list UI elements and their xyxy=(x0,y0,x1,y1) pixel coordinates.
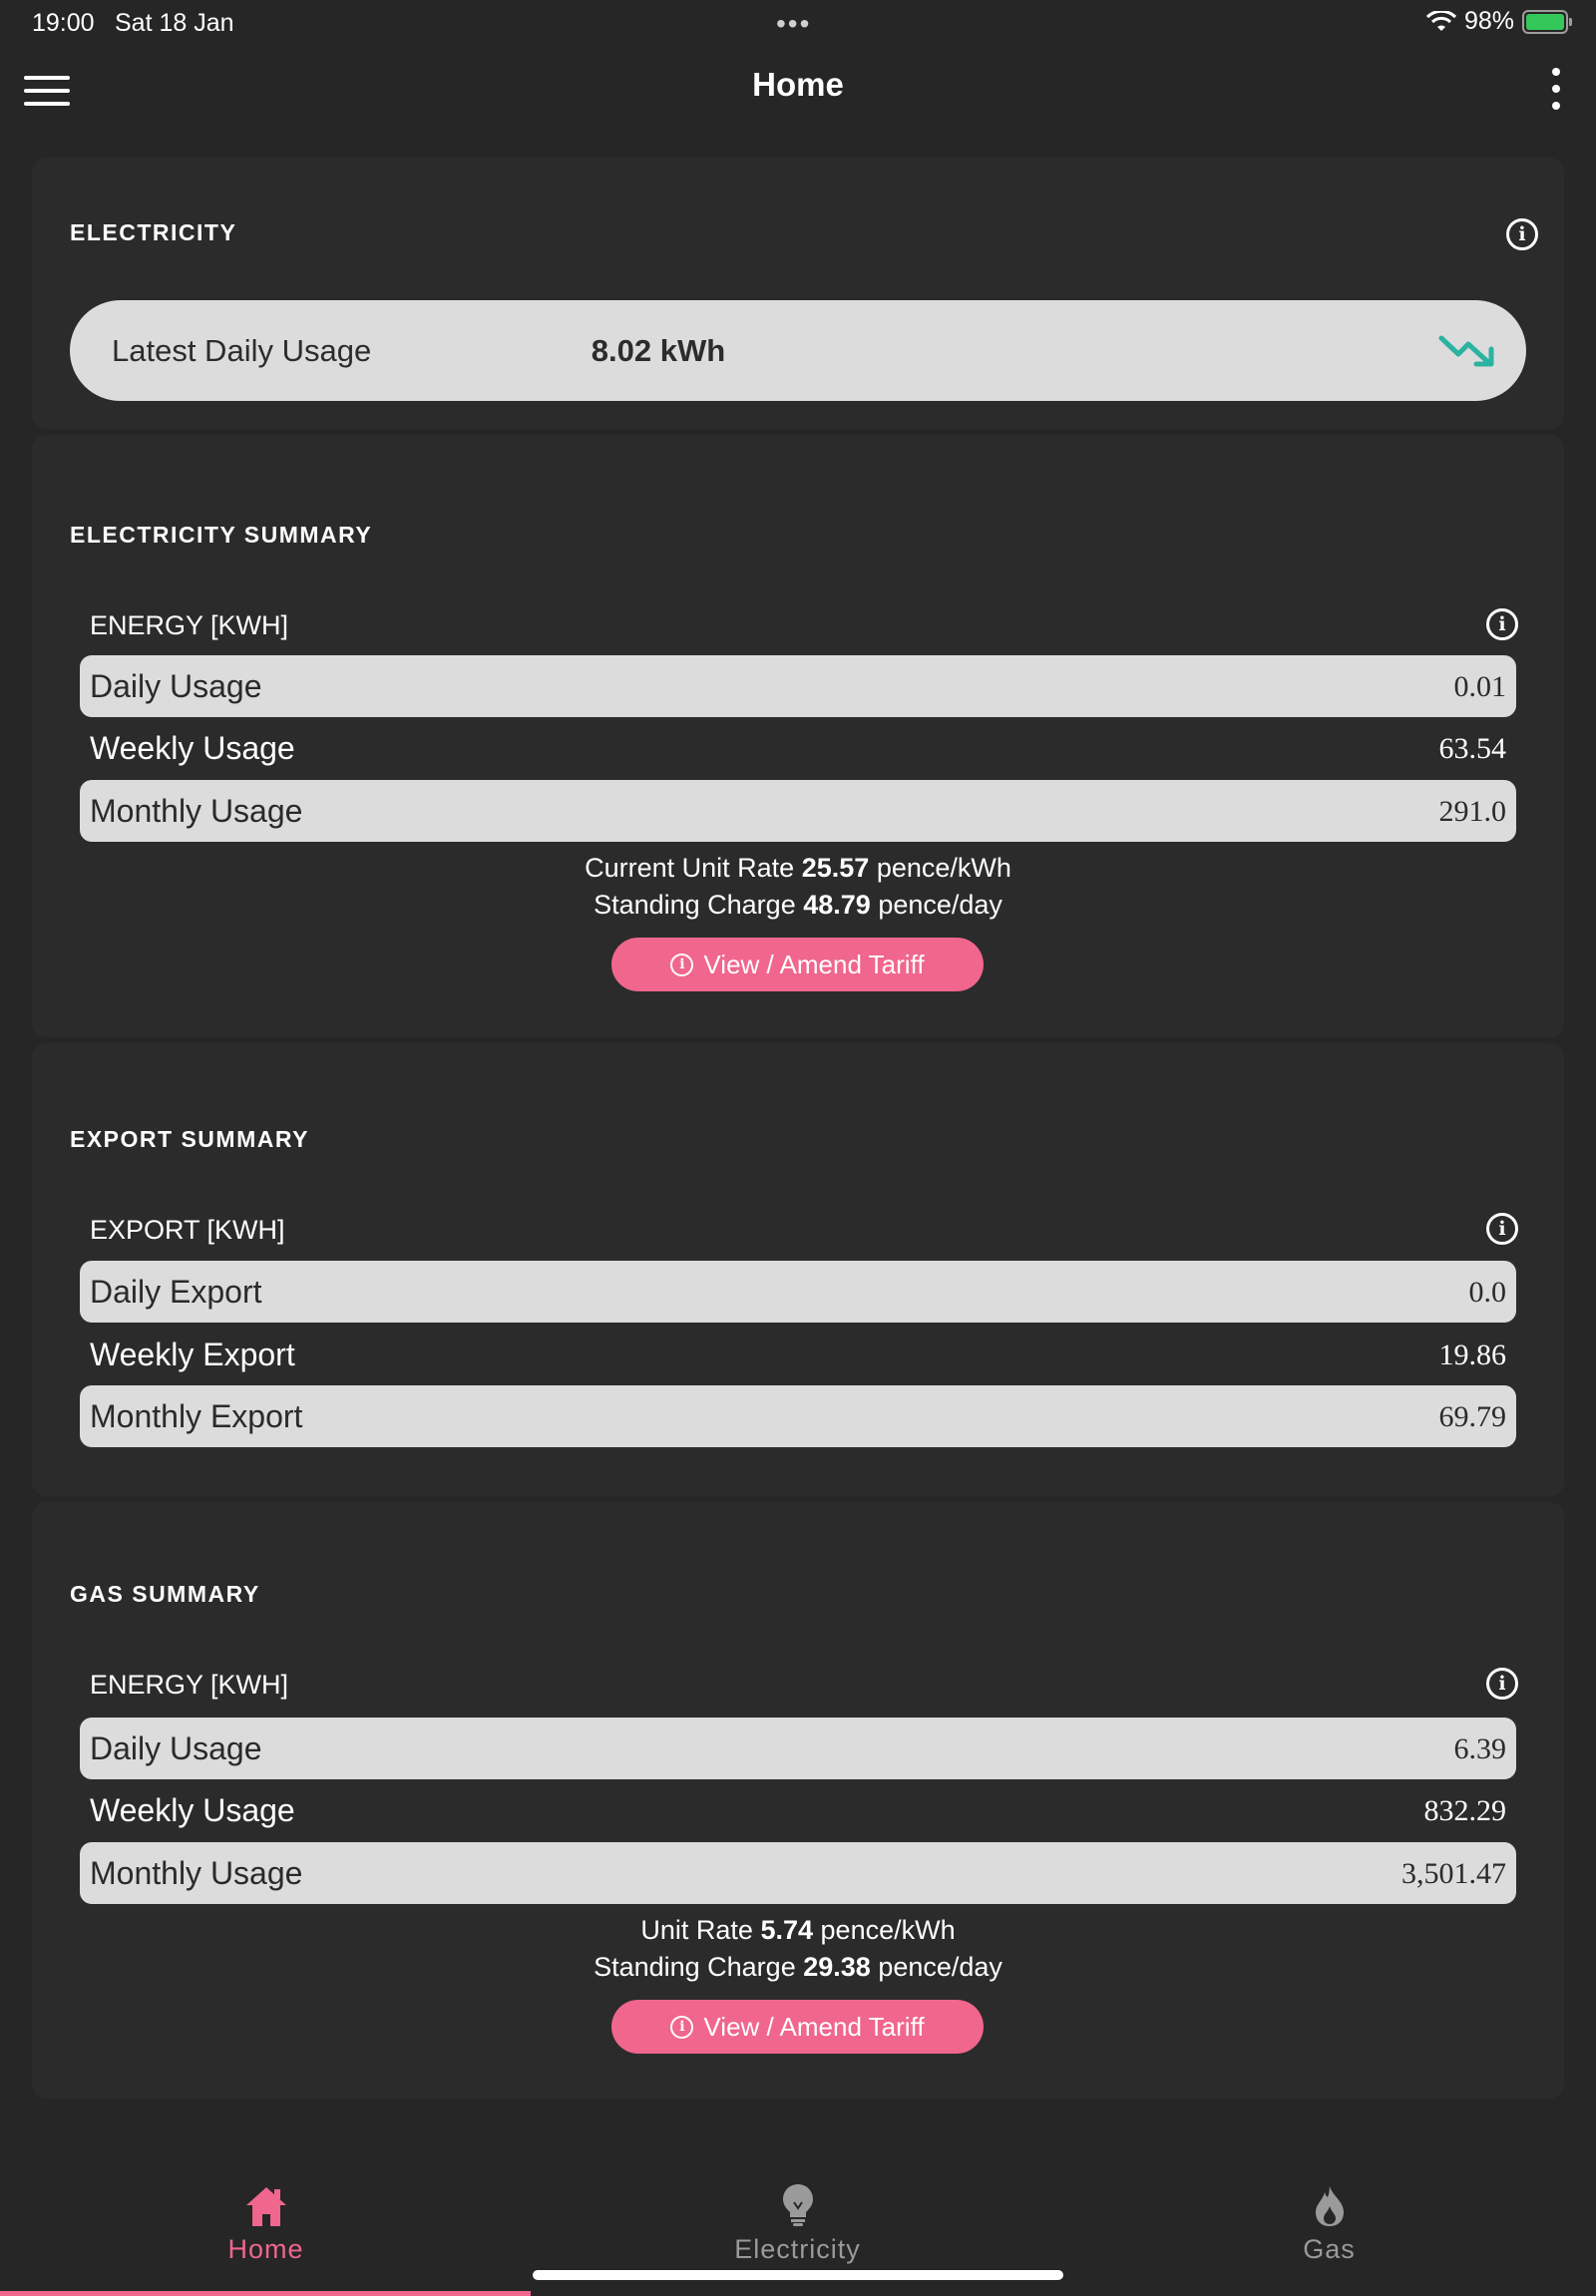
energy-info-icon[interactable]: i xyxy=(1486,608,1518,640)
row-label: Weekly Usage xyxy=(90,730,295,766)
row-label: Monthly Usage xyxy=(90,793,303,829)
row-value: 19.86 xyxy=(1438,1339,1506,1371)
tab-electricity-label: Electricity xyxy=(734,2234,861,2264)
more-options-icon[interactable] xyxy=(1550,68,1562,110)
table-row xyxy=(80,1842,1516,1904)
row-value: 3,501.47 xyxy=(1401,1857,1506,1890)
status-date: Sat 18 Jan xyxy=(115,9,234,37)
lightbulb-icon xyxy=(781,2182,815,2228)
electricity-title: ELECTRICITY xyxy=(70,219,237,245)
export-table-header: EXPORT [KWH] xyxy=(90,1215,285,1245)
export-info-icon[interactable]: i xyxy=(1486,1213,1518,1245)
unit-rate-unit: pence/kWh xyxy=(876,853,1011,883)
unit-rate-unit: pence/kWh xyxy=(820,1915,956,1945)
energy-table-header: ENERGY [KWH] xyxy=(90,610,289,640)
row-value: 832.29 xyxy=(1423,1794,1506,1827)
standing-charge-line xyxy=(32,890,1564,921)
battery-percent: 98% xyxy=(1463,7,1514,35)
info-icon: i xyxy=(670,2016,693,2039)
electricity-summary-card xyxy=(32,435,1564,1037)
status-right xyxy=(1426,7,1568,36)
export-summary-title: EXPORT SUMMARY xyxy=(70,1126,309,1152)
row-value: 291.0 xyxy=(1438,795,1506,828)
row-label: Monthly Usage xyxy=(90,1855,303,1891)
table-row xyxy=(80,1718,1516,1779)
row-label: Daily Usage xyxy=(90,1730,262,1766)
row-label: Daily Export xyxy=(90,1274,262,1310)
row-label: Monthly Export xyxy=(90,1398,303,1434)
unit-rate-label: Current Unit Rate xyxy=(585,853,795,883)
standing-charge-label: Standing Charge xyxy=(594,890,796,920)
tab-gas[interactable] xyxy=(1063,2182,1595,2265)
tariff-button-label: View / Amend Tariff xyxy=(703,2011,925,2042)
home-icon xyxy=(243,2184,289,2228)
trend-down-icon xyxy=(1438,330,1496,370)
unit-rate-line xyxy=(32,853,1564,884)
table-row xyxy=(80,1261,1516,1323)
gas-summary-title: GAS SUMMARY xyxy=(70,1581,260,1607)
gas-unit-rate-line xyxy=(32,1915,1564,1946)
latest-daily-usage-pill[interactable] xyxy=(70,300,1526,401)
wifi-icon xyxy=(1426,11,1456,33)
gas-view-amend-tariff-button[interactable] xyxy=(611,2000,984,2054)
view-amend-tariff-button[interactable] xyxy=(611,938,984,991)
row-value: 0.01 xyxy=(1453,670,1506,703)
table-row xyxy=(80,655,1516,717)
electricity-card xyxy=(32,158,1564,429)
unit-rate-value: 5.74 xyxy=(760,1915,814,1945)
multitask-dots[interactable]: ••• xyxy=(776,8,812,39)
gas-energy-table-header: ENERGY [KWH] xyxy=(90,1670,289,1700)
status-time: 19:00 xyxy=(32,9,95,37)
table-row xyxy=(80,780,1516,842)
unit-rate-label: Unit Rate xyxy=(640,1915,753,1945)
row-value: 63.54 xyxy=(1438,732,1506,765)
gas-info-icon[interactable]: i xyxy=(1486,1668,1518,1700)
tab-home-label: Home xyxy=(227,2234,304,2264)
standing-charge-value: 48.79 xyxy=(803,890,871,920)
tariff-button-label: View / Amend Tariff xyxy=(703,949,925,979)
electricity-summary-title: ELECTRICITY SUMMARY xyxy=(70,522,373,548)
latest-daily-usage-value: 8.02 kWh xyxy=(591,333,726,368)
top-app-bar xyxy=(0,46,1596,134)
standing-charge-unit: pence/day xyxy=(878,1952,1002,1982)
row-value: 69.79 xyxy=(1438,1400,1506,1433)
active-tab-indicator xyxy=(0,2291,531,2296)
gas-standing-charge-line xyxy=(32,1952,1564,1983)
home-indicator[interactable] xyxy=(533,2270,1063,2280)
battery-icon xyxy=(1522,10,1568,34)
row-label: Daily Usage xyxy=(90,668,262,704)
flame-icon xyxy=(1313,2184,1347,2228)
unit-rate-value: 25.57 xyxy=(801,853,870,883)
standing-charge-value: 29.38 xyxy=(803,1952,871,1982)
row-value: 6.39 xyxy=(1453,1732,1506,1765)
table-row xyxy=(80,717,1516,779)
tab-electricity[interactable] xyxy=(532,2182,1063,2265)
standing-charge-label: Standing Charge xyxy=(594,1952,796,1982)
export-summary-card xyxy=(32,1043,1564,1496)
tab-gas-label: Gas xyxy=(1303,2234,1356,2264)
latest-daily-usage-label: Latest Daily Usage xyxy=(112,333,372,368)
page-title: Home xyxy=(752,66,844,103)
info-icon: i xyxy=(670,954,693,976)
row-label: Weekly Usage xyxy=(90,1792,295,1828)
table-row xyxy=(80,1324,1516,1385)
tab-home[interactable] xyxy=(0,2182,532,2265)
table-row xyxy=(80,1385,1516,1447)
table-row xyxy=(80,1779,1516,1841)
status-bar xyxy=(0,0,1596,46)
standing-charge-unit: pence/day xyxy=(878,890,1002,920)
gas-summary-card xyxy=(32,1502,1564,2099)
row-label: Weekly Export xyxy=(90,1337,295,1372)
row-value: 0.0 xyxy=(1468,1276,1506,1309)
electricity-info-icon[interactable]: i xyxy=(1506,218,1538,250)
